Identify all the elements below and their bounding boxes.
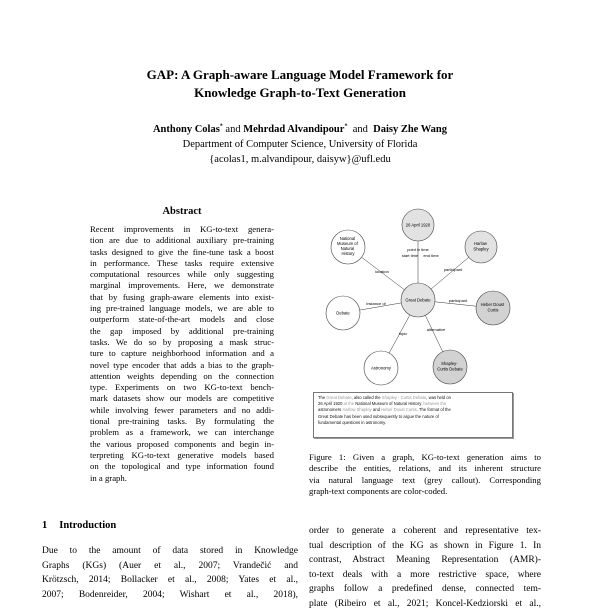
callout-text: Great Debate has been used subsequently to argue the nature of (318, 414, 439, 419)
abstract-line: tion are due to additional auxiliary pre-training (90, 235, 274, 246)
abstract-line: that by fusing graph-aware elements into exist- (90, 292, 274, 303)
abstract-line: in performance. These tasks require extensive (90, 258, 274, 269)
abstract-line: tasks designed to give the fine-tune task a boost (90, 247, 274, 258)
abstract-line: on the topological and type information found (90, 461, 274, 472)
node-label-debate: Debate (336, 311, 350, 316)
abstract-line: attention weights depending on the connection (90, 371, 274, 382)
edge-label-location: location (375, 269, 389, 274)
author-block (40, 122, 560, 167)
edge-label-instance-of: instance of (366, 301, 386, 306)
affiliation: Department of Computer Science, University of Florida (40, 137, 560, 152)
figure-caption (309, 452, 541, 497)
callout-line (318, 420, 508, 426)
body-line: Krötzsch, 2014; Bollacker et al., 2008; Yates et al., (42, 573, 298, 588)
abstract-line: type. Experiments on two KG-to-text bench- (90, 382, 274, 393)
abstract-line: novel type encoder that adds a bias to the graph- (90, 360, 274, 371)
body-line: plate (Ribeiro et al., 2021; Koncel-Kedziorski et al., (309, 597, 541, 611)
body-line: graphs follow a predefined dense, connected tem- (309, 582, 541, 597)
caption-line: graph-text components are color-coded. (309, 486, 541, 497)
node-label-heber: Heber Doust Curtis (481, 302, 506, 313)
callout-text: Harlow Shapley (342, 407, 371, 412)
edge-label-end-time: end time (423, 253, 439, 258)
abstract-line: problem as a framework, we can interchange (90, 427, 274, 438)
callout-text: 26 April 1920 (318, 401, 342, 406)
edge-label-start-time: start time (402, 253, 419, 258)
abstract-line: Recent improvements in KG-to-text genera- (90, 224, 274, 235)
abstract-line: outperform state-of-the-art models and close (90, 314, 274, 325)
edge-label-point-in-time: point in time (407, 247, 429, 252)
edge-label-topic: topic (399, 331, 407, 336)
abstract-line: while involving fewer parameters and no addi- (90, 405, 274, 416)
body-line: 2007; Bodenreider, 2004; Wishart et al., 2018), (42, 588, 298, 603)
body-line: contrast, Abstract Meaning Representation (AMR)- (309, 553, 541, 568)
section-number: 1 (42, 520, 47, 531)
callout-text: The (318, 395, 326, 400)
caption-line: via natural language text (grey callout). Corresponding (309, 475, 541, 486)
caption-line: describe the entities, relations, and its inherent structure (309, 463, 541, 474)
edge-label-alternative: alternative (427, 327, 446, 332)
author-mark: * (220, 124, 223, 130)
node-label-harlow: Harlow Shapley (473, 241, 489, 252)
abstract-line: tional pre-training tasks. By formulating the (90, 416, 274, 427)
body-line: tual description of the KG as shown in Figure 1. In (309, 539, 541, 554)
node-label-date: 26 April 1920 (406, 223, 431, 228)
text-callout (313, 392, 513, 438)
callout-text: , between the (421, 401, 446, 406)
callout-text: Heber Doust Curtis (381, 407, 417, 412)
abstract-line: mark datasets show our models are competitive (90, 393, 274, 404)
callout-text: fundamental questions in astronomy. (318, 420, 386, 425)
body-line: to-text deals with a more restrictive space, where (309, 568, 541, 583)
intro-column-right (309, 524, 541, 611)
node-label-shapley-curtis: Shapley- Curtis Debate (437, 361, 463, 372)
author-mark: * (344, 124, 347, 130)
author-name: Mehrdad Alvandipour (243, 124, 344, 135)
body-line: Due to the amount of data stored in Knowledge (42, 544, 298, 559)
abstract-line: the various proposed components and begin in- (90, 439, 274, 450)
node-label-museum: National Museum of Natural History (337, 236, 359, 256)
node-label-center: Great Debate (405, 298, 431, 303)
and-word: and (225, 124, 240, 135)
callout-text: Great Debate (326, 395, 351, 400)
callout-text: , also called the (352, 395, 382, 400)
intro-column-left (42, 544, 298, 602)
section-title: Introduction (59, 520, 116, 531)
callout-text: National Museum of Natural History (355, 401, 421, 406)
abstract-line: the gap imposed by additional pre-training (90, 326, 274, 337)
body-line: Graphs (KGs) (Auer et al., 2007; Vrandečić and (42, 559, 298, 574)
author-name: Daisy Zhe Wang (373, 124, 447, 135)
abstract-line: computational resources while only suggesting (90, 269, 274, 280)
title-line-2: Knowledge Graph-to-Text Generation (40, 84, 560, 102)
abstract-line: tasks. We do so by proposing a mask struc- (90, 337, 274, 348)
callout-text: at the (342, 401, 355, 406)
author-names (40, 122, 560, 137)
callout-text: Shapley - Curtis Debate (382, 395, 426, 400)
abstract-line: in a graph. (90, 473, 274, 484)
callout-text: . The format of the (417, 407, 451, 412)
abstract-line: terpreting KG-to-text generative models based (90, 450, 274, 461)
callout-text: , was held on (426, 395, 451, 400)
abstract-body (90, 224, 274, 484)
callout-text: and (372, 407, 381, 412)
section-heading (42, 520, 116, 531)
abstract-line: ture to capture neighborhood information and a (90, 348, 274, 359)
title-line-1: GAP: A Graph-aware Language Model Framework for (40, 66, 560, 84)
callout-text: astronomers (318, 407, 342, 412)
caption-line: Figure 1: Given a graph, KG-to-text generation aims to (309, 452, 541, 463)
body-line: order to generate a coherent and representative tex- (309, 524, 541, 539)
edge-label-participant: participant (444, 267, 463, 272)
abstract-heading: Abstract (90, 206, 274, 217)
and-word: and (353, 124, 368, 135)
edge-label-participant-2: participant (449, 298, 468, 303)
paper-title (40, 66, 560, 102)
emails: {acolas1, m.alvandipour, daisyw}@ufl.edu (40, 152, 560, 167)
abstract-line: ing pre-trained language models, we are able to (90, 303, 274, 314)
abstract-line: marginal improvements. Here, we demonstrate (90, 280, 274, 291)
node-label-astronomy: Astronomy (371, 366, 392, 371)
author-name: Anthony Colas (153, 124, 220, 135)
